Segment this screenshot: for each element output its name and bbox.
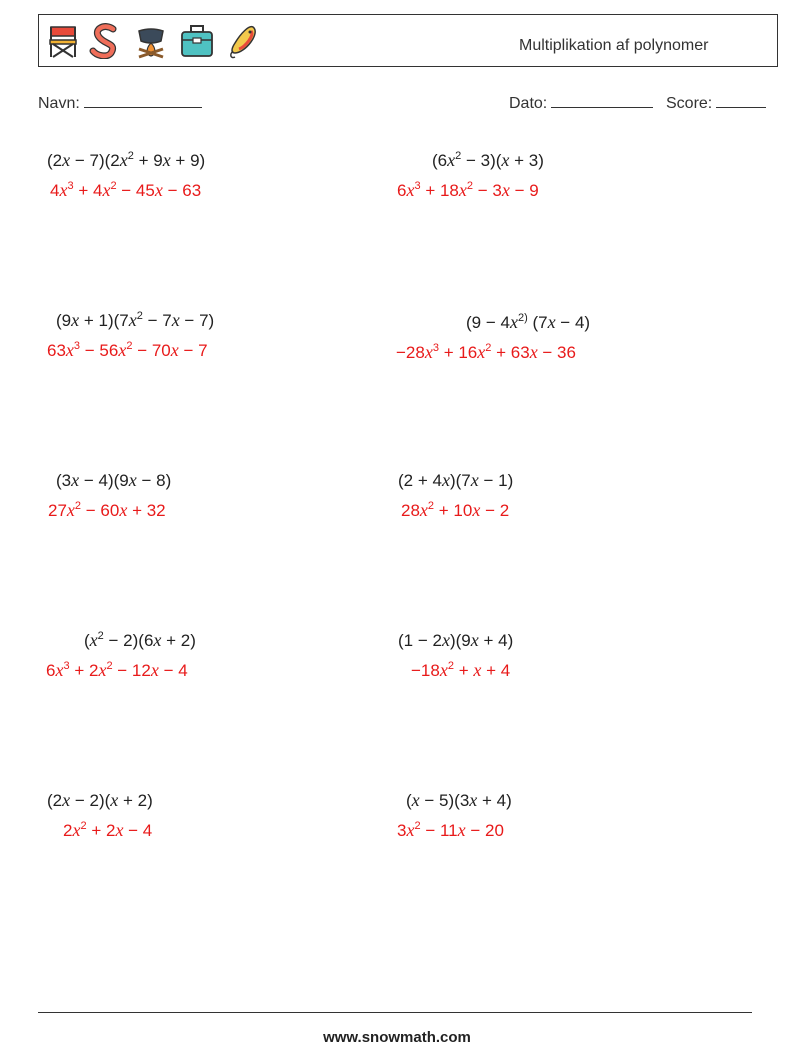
problem-expression: (2x − 2)(x + 2): [47, 790, 153, 810]
campfire-pot-icon: [133, 23, 169, 59]
problem-expression: $(9x + 1)(7x^2 - 7x - 7)$: [56, 310, 215, 330]
name-blank[interactable]: [84, 93, 202, 108]
problem-expression: (1 − 2x)(9x + 4): [398, 630, 514, 650]
score-label: Score:: [666, 95, 713, 112]
problem-expression: $(x^2 - 2)(6x + 2)$: [84, 630, 196, 650]
cooler-box-icon: [179, 23, 215, 59]
problem-answer: $3x^2 - 11x - 20$: [397, 820, 504, 840]
date-field[interactable]: [509, 93, 653, 113]
score-field[interactable]: [666, 93, 766, 113]
problem-answer: $27x^2 - 60x + 32$: [48, 500, 166, 520]
problem-expression: (2 + 4x)(7x − 1): [398, 470, 514, 490]
problem-answer: $6x^3 + 2x^2 - 12x - 4$: [46, 660, 188, 680]
problem-expression: (x − 5)(3x + 4): [406, 790, 512, 810]
date-label: Dato:: [509, 95, 548, 112]
score-blank[interactable]: [716, 93, 766, 108]
footer-url[interactable]: www.snowmath.com: [323, 1029, 471, 1046]
problem-answer: $63x^3 - 56x^2 - 70x - 7$: [47, 340, 208, 360]
problem-expression: ($9 - 4x^{2)}$ (7x − 4): [466, 312, 591, 332]
footer-divider: [38, 1012, 752, 1013]
name-label: Navn:: [38, 95, 80, 112]
problem-answer: $-28x^3 + 16x^2 + 63x - 36$: [396, 342, 576, 362]
problem-answer: $28x^2 + 10x - 2$: [401, 500, 510, 520]
problem-answer: $-18x^2 + x + 4$: [411, 660, 511, 680]
date-blank[interactable]: [551, 93, 653, 108]
problem-expression: (3x − 4)(9x − 8): [56, 470, 172, 490]
problem-expression: $(6x^2 - 3)(x + 3)$: [432, 150, 544, 170]
worm-icon: [87, 23, 123, 59]
worksheet-header: [38, 14, 778, 67]
problem-answer: $4x^3 + 4x^2 - 45x - 63$: [50, 180, 202, 200]
worksheet-title: Multiplikation af polynomer: [519, 37, 709, 54]
problem-answer: $6x^3 + 18x^2 - 3x - 9$: [397, 180, 539, 200]
problem-answer: $2x^2 + 2x - 4$: [63, 820, 153, 840]
problem-expression: $(2x - 7)(2x^2 + 9x + 9)$: [47, 150, 206, 170]
folding-chair-icon: [45, 23, 81, 59]
fishing-lure-icon: [225, 23, 261, 59]
name-field[interactable]: [38, 93, 202, 113]
